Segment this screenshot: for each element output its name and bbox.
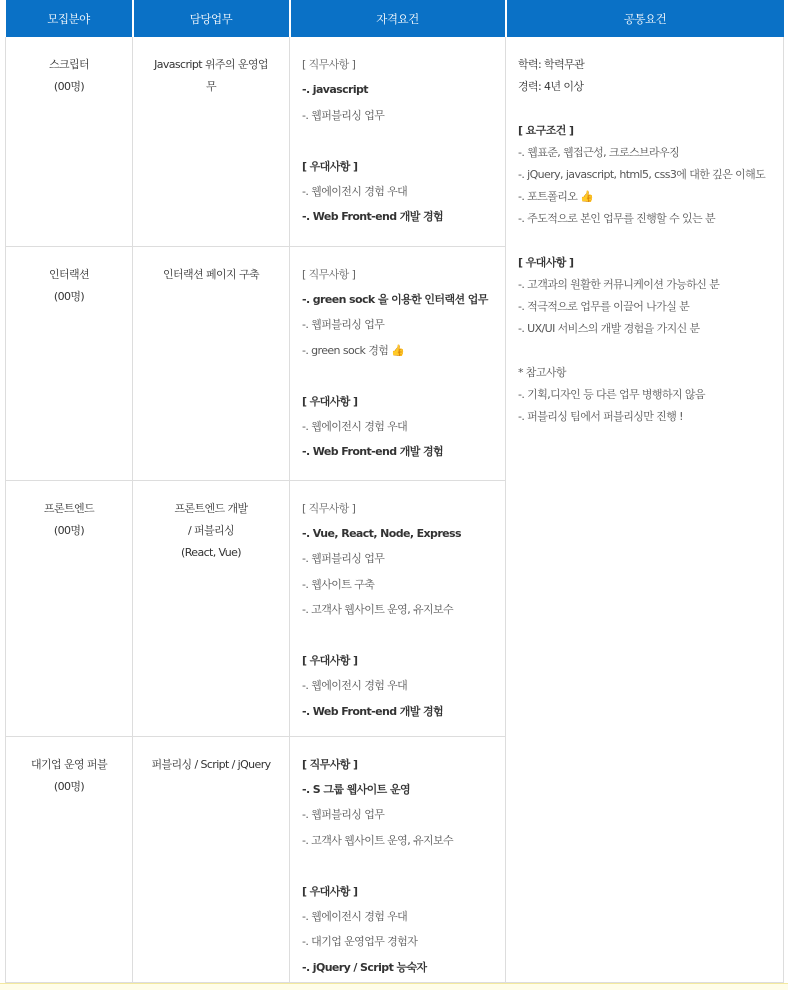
qualification-line: -. 웹에이전시 경험 우대	[302, 185, 408, 199]
field-line: (00명)	[53, 779, 85, 793]
qualification-line: -. 고객사 웹사이트 운영, 유지보수	[302, 833, 454, 847]
field-cell	[6, 37, 133, 246]
qualification-line	[302, 363, 497, 388]
task-cell	[133, 480, 290, 736]
table-header	[6, 0, 784, 37]
common-requirements-cell	[506, 37, 784, 982]
task-line: 무	[205, 80, 217, 93]
field-line: 프론트엔드	[43, 501, 95, 515]
qualifications-cell	[290, 37, 506, 246]
qualification-line: -. 웹퍼블리싱 업무	[302, 108, 385, 122]
qualification-line: [ 우대사항 ]	[302, 394, 358, 408]
qualification-line: [ 직무사항 ]	[302, 267, 356, 281]
task-cell	[133, 37, 290, 246]
qualification-line: -. green sock 경험 👍	[302, 343, 405, 357]
qualification-line	[302, 623, 497, 648]
common-requirement-line	[518, 98, 775, 120]
qualification-line: -. Web Front-end 개발 경험	[302, 704, 444, 718]
common-requirement-line: -. 포트폴리오 👍	[518, 190, 594, 203]
common-requirement-line: -. jQuery, javascript, html5, css3에 대한 깊은 이해도	[518, 168, 766, 181]
common-requirement-line: -. 주도적으로 본인 업무를 진행할 수 있는 분	[518, 212, 715, 225]
common-requirement-line	[518, 230, 775, 252]
common-requirement-line: [ 요구조건 ]	[518, 124, 574, 137]
qualification-line: [ 우대사항 ]	[302, 653, 358, 667]
header-qualifications: 자격요건	[290, 0, 506, 37]
qualification-line: [ 직무사항 ]	[302, 501, 356, 515]
table-body	[6, 37, 784, 982]
qualification-line: -. 웹퍼블리싱 업무	[302, 552, 385, 566]
common-requirement-line: -. 적극적으로 업무를 이끌어 나가실 분	[518, 300, 690, 313]
qualification-line: -. 대기업 운영업무 경험자	[302, 935, 418, 949]
task-line: Javascript 위주의 운영업	[154, 58, 268, 71]
field-line: (00명)	[53, 80, 85, 93]
common-requirement-line: -. 기획,디자인 등 다른 업무 병행하지 않음	[518, 388, 705, 401]
qualification-line	[302, 853, 497, 878]
task-line: (React, Vue)	[181, 545, 241, 559]
qualification-line: -. Web Front-end 개발 경험	[302, 445, 444, 459]
header-common-requirements: 공통요건	[506, 0, 784, 37]
table-row	[6, 37, 784, 246]
task-line: 퍼블리싱 / Script / jQuery	[151, 757, 271, 771]
field-line: 스크립터	[48, 58, 90, 71]
qualification-line: -. S 그룹 웹사이트 운영	[302, 782, 410, 796]
qualification-line	[302, 128, 497, 153]
common-requirement-line: -. 고객과의 원활한 커뮤니케이션 가능하신 분	[518, 278, 720, 291]
field-line: 인터랙션	[48, 267, 90, 281]
qualification-line: -. Vue, React, Node, Express	[302, 526, 461, 540]
task-line: 인터랙션 페이지 구축	[162, 267, 260, 281]
common-requirement-line: * 참고사항	[518, 366, 566, 379]
qualification-line: -. 웹퍼블리싱 업무	[302, 318, 385, 332]
common-requirement-line: [ 우대사항 ]	[518, 256, 574, 269]
common-requirement-line: 경력: 4년 이상	[518, 80, 584, 93]
header-row	[6, 0, 784, 37]
field-line: (00명)	[53, 523, 85, 537]
task-line: / 퍼블리싱	[187, 523, 235, 537]
field-cell	[6, 480, 133, 736]
field-cell	[6, 246, 133, 480]
common-requirement-line	[518, 340, 775, 362]
qualification-line: -. javascript	[302, 83, 368, 97]
common-requirement-line: -. 퍼블리싱 팀에서 퍼블리싱만 진행 !	[518, 410, 683, 423]
header-task: 담당업무	[133, 0, 290, 37]
qualifications-cell	[290, 736, 506, 982]
header-field: 모집분야	[6, 0, 133, 37]
qualification-line: -. 웹퍼블리싱 업무	[302, 808, 385, 822]
qualification-line: [ 직무사항 ]	[302, 757, 358, 771]
common-requirement-line: -. UX/UI 서비스의 개발 경험을 가지신 분	[518, 322, 700, 335]
qualification-line: -. jQuery / Script 능숙자	[302, 960, 427, 974]
qualification-line: [ 우대사항 ]	[302, 159, 358, 173]
task-cell	[133, 736, 290, 982]
qualification-line: -. 웹에이전시 경험 우대	[302, 909, 408, 923]
qualification-line: [ 우대사항 ]	[302, 884, 358, 898]
qualification-line: -. 웹에이전시 경험 우대	[302, 419, 408, 433]
common-requirement-line: -. 웹표준, 웹접근성, 크로스브라우징	[518, 146, 680, 159]
field-line: (00명)	[53, 289, 85, 303]
task-cell	[133, 246, 290, 480]
field-line: 대기업 운영 퍼블	[31, 757, 107, 771]
qualification-line: -. 웹사이트 구축	[302, 577, 375, 591]
qualification-line: -. 고객사 웹사이트 운영, 유지보수	[302, 603, 454, 617]
task-line: 프론트엔드 개발	[174, 501, 248, 515]
qualification-line: -. 웹에이전시 경험 우대	[302, 679, 408, 693]
qualification-line: -. green sock 을 이용한 인터랙션 업무	[302, 292, 488, 306]
common-requirement-line: 학력: 학력무관	[518, 58, 585, 71]
qualifications-cell	[290, 246, 506, 480]
qualification-line: [ 직무사항 ]	[302, 58, 356, 71]
recruitment-table	[5, 0, 784, 983]
qualification-line: -. Web Front-end 개발 경험	[302, 210, 444, 224]
field-cell	[6, 736, 133, 982]
qualifications-cell	[290, 480, 506, 736]
